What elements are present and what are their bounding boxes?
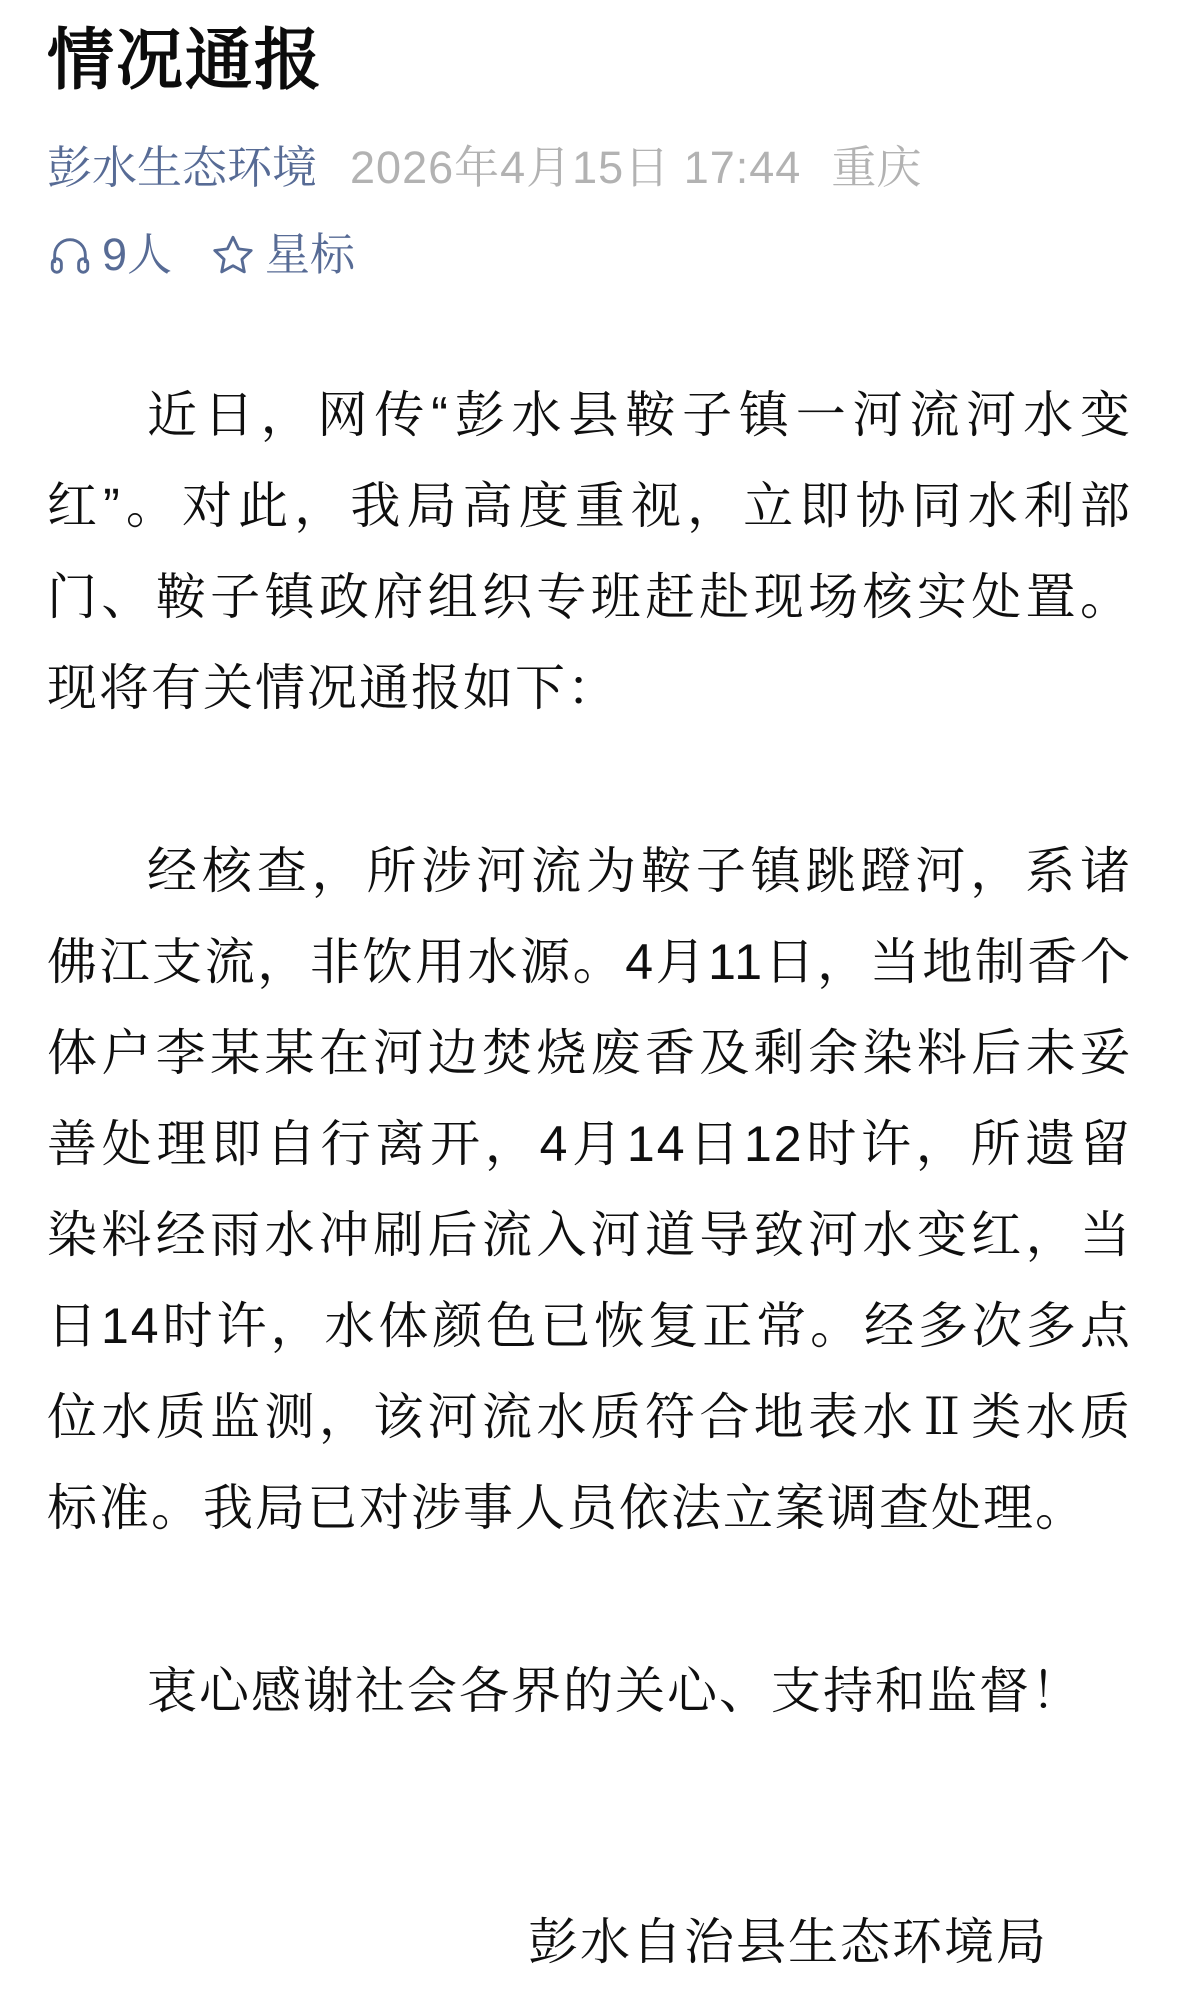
star-label: 星标 bbox=[265, 229, 356, 280]
star-button[interactable] bbox=[210, 223, 355, 286]
paragraph-1: 近日，网传“彭水县鞍子镇一河流河水变红”。对此，我局高度重视，立即协同水利部门、鞍子镇政府组织专班赶赴现场核实处置。现将有关情况通报如下： bbox=[47, 387, 1132, 716]
page-title: 情况通报 bbox=[47, 23, 323, 98]
signature: 彭水自治县生态环境局 bbox=[528, 1914, 1048, 1970]
paragraph-3: 衷心感谢社会各界的关心、支持和监督！ bbox=[147, 1663, 1083, 1719]
listen-count-button[interactable] bbox=[47, 223, 172, 286]
listen-count-label: 9人 bbox=[102, 229, 173, 280]
publish-datetime: 2026年4月15日 17:44 bbox=[350, 142, 802, 193]
publish-location: 重庆 bbox=[831, 142, 922, 193]
meta-row bbox=[47, 223, 1132, 286]
article-content bbox=[47, 370, 1132, 1988]
paragraph-2: 经核查，所涉河流为鞍子镇跳蹬河，系诸佛江支流，非饮用水源。4月11日，当地制香个体户李某某在河边焚烧废香及剩余染料后未妥善处理即自行离开，4月14日12时许，所遗留染料经雨水冲刷后流入河道导致河水变红，当日14时许，水体颜色已恢复正常。经多次多点位水质监测，该河流水质符合地表水Ⅱ类水质标准。我局已对涉事人员依法立案调查处理。 bbox=[47, 843, 1132, 1536]
byline bbox=[47, 136, 1132, 199]
headphones-icon bbox=[47, 232, 93, 278]
author-link[interactable]: 彭水生态环境 bbox=[47, 142, 318, 193]
star-icon bbox=[210, 232, 256, 278]
